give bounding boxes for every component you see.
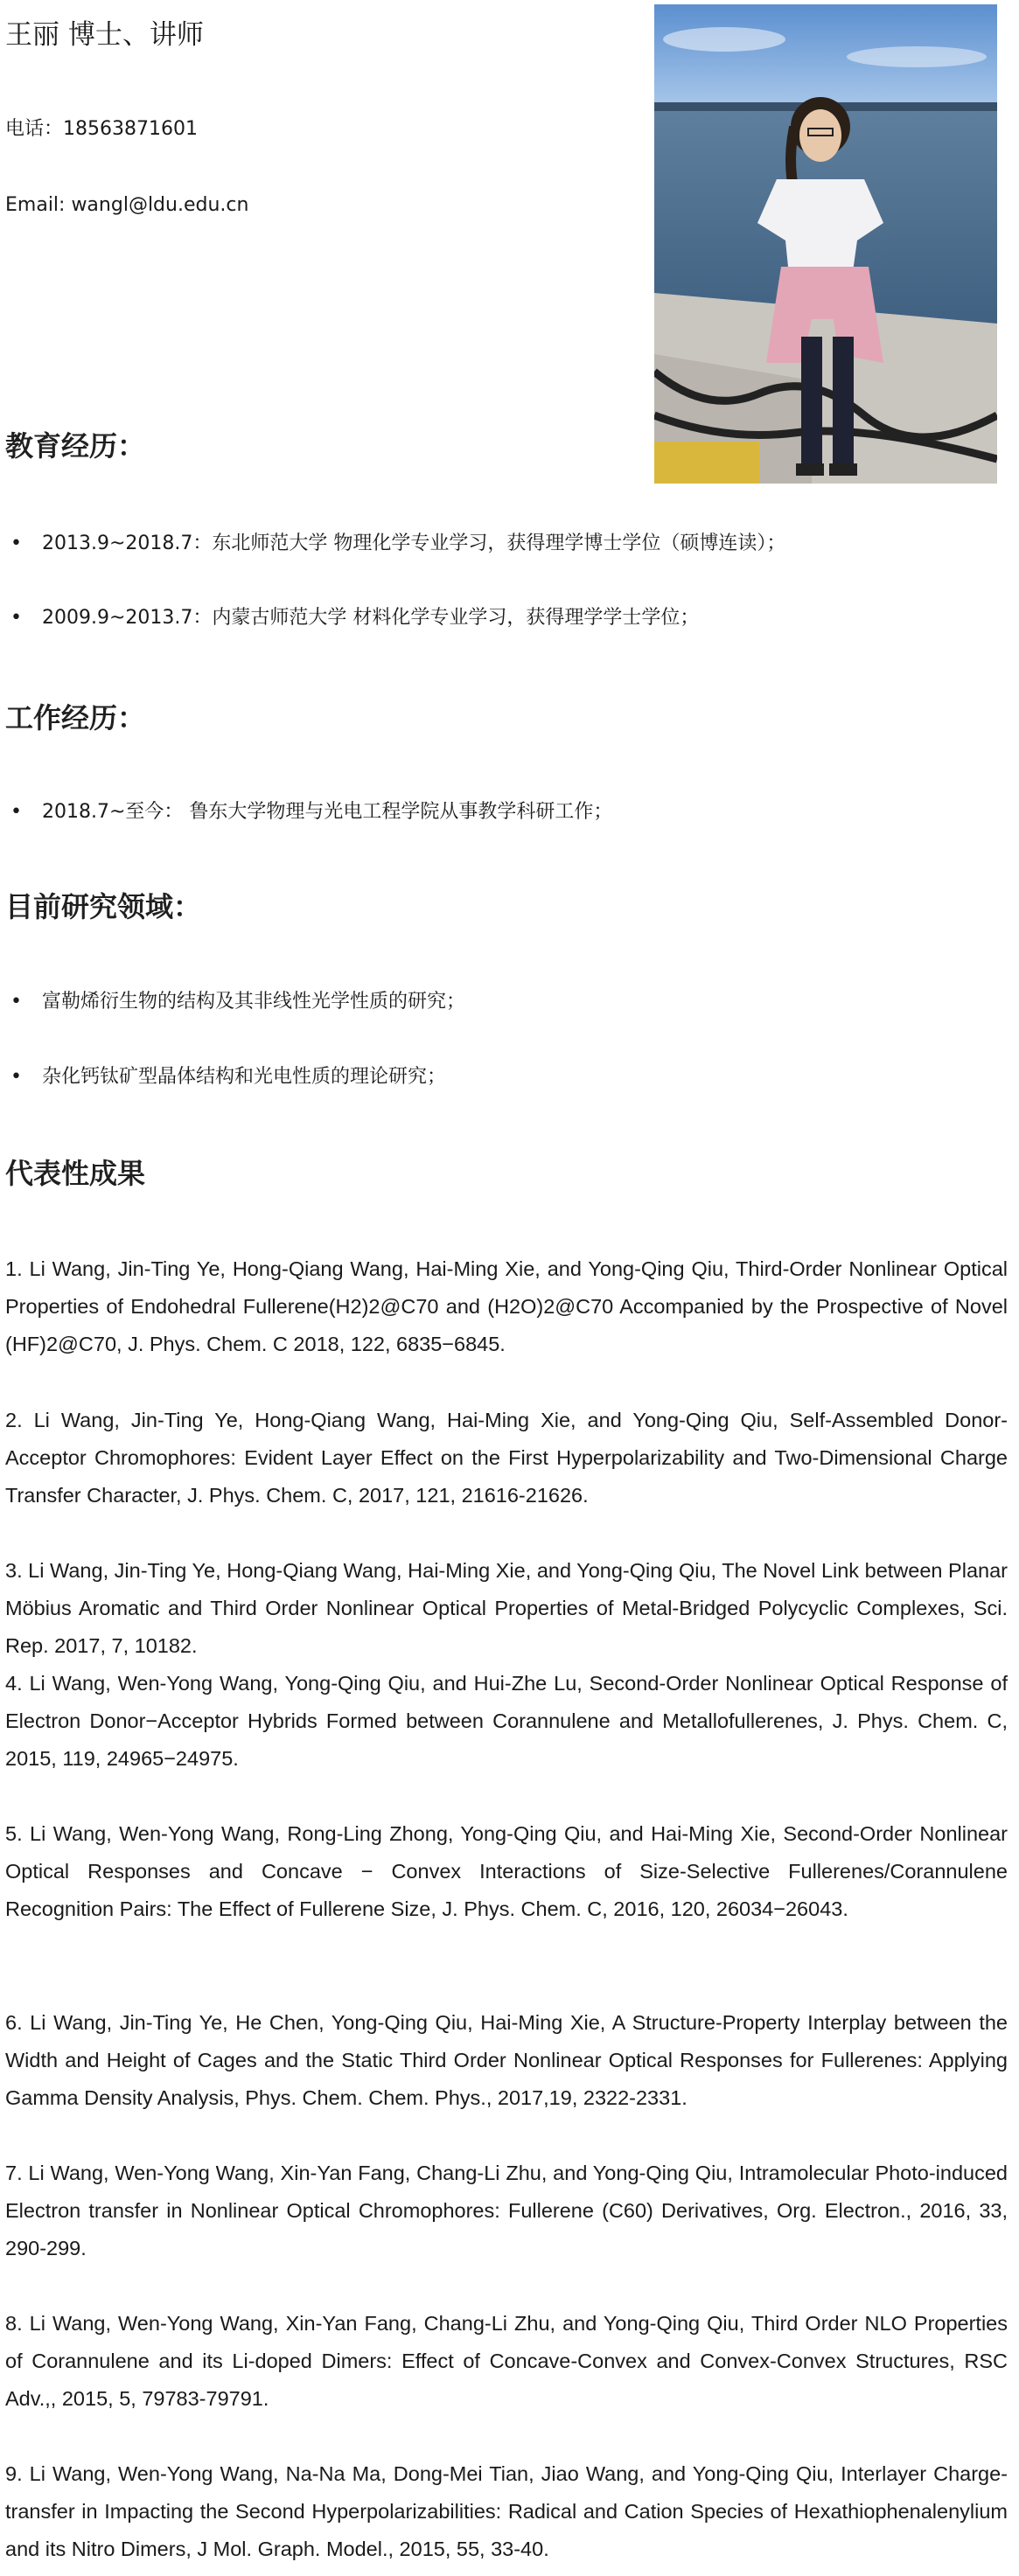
publication-item: 1. Li Wang, Jin-Ting Ye, Hong-Qiang Wang, Hai-Ming Xie, and Yong-Qing Qiu, Third-Order Nonlinear Optical Properties of Endohedral Fullerene(H2)2@C70 and (H2O)2@C70 Accompanied by the Prospective of Novel (HF)2@C70, J. Phys. Chem. C 2018, 122, 6835−6845. [5,1257,1008,1355]
phone-text: 电话：18563871601 [5,118,198,140]
education-heading: 教育经历： [5,429,146,463]
publication-item: 4. Li Wang, Wen-Yong Wang, Yong-Qing Qiu, and Hui-Zhe Lu, Second-Order Nonlinear Optical Response of Electron Donor−Acceptor Hybrids Formed between Corannulene and Metallofullerenes, J. Phys. Chem. C, 2015, 119, 24965−24975. [5,1672,1008,1770]
publication-item: 5. Li Wang, Wen-Yong Wang, Rong-Ling Zhong, Yong-Qing Qiu, and Hai-Ming Xie, Second-Order Nonlinear Optical Responses and Concave − Convex Interactions of Size-Selective Fullerenes/Corannulene Recognition Pairs: The Effect of Fullerene Size, J. Phys. Chem. C, 2016, 120, 26034−26043. [5,1822,1008,1920]
education-item [10,604,699,632]
research-item [10,988,465,1016]
publications-heading: 代表性成果 [5,1157,146,1190]
portrait-photo [654,4,997,484]
publication-item: 6. Li Wang, Jin-Ting Ye, He Chen, Yong-Qing Qiu, Hai-Ming Xie, A Structure‑Property Interplay between the Width and Height of Cages and the Static Third Order Nonlinear Optical Responses for Fullerenes: Applying Gamma Density Analysis, Phys. Chem. Chem. Phys., 2017,19, 2322-2331. [5,2011,1008,2109]
bullet-icon: • [10,991,22,1013]
bullet-icon: • [10,801,22,823]
research-heading: 目前研究领域： [5,890,202,923]
name-title: 王丽 博士、讲师 [5,19,204,51]
bullet-icon: • [10,607,22,629]
research-item [10,1063,446,1091]
publication-item: 8. Li Wang, Wen-Yong Wang, Xin-Yan Fang, Chang-Li Zhu, and Yong-Qing Qiu, Third Order NLO Properties of Corannulene and its Li-doped Dimers: Effect of Concave‑Convex and Convex‑Convex Structures, RSC Adv.,, 2015, 5, 79783-79791. [5,2312,1008,2410]
email-text: Email: wangl@ldu.edu.cn [5,194,249,216]
publication-item: 7. Li Wang, Wen-Yong Wang, Xin-Yan Fang, Chang-Li Zhu, and Yong-Qing Qiu, Intramolecular Photo-induced Electron transfer in Nonlinear Optical Chromophores: Fullerene (C60) Derivatives, Org. Electron., 2016, 33, 290-299. [5,2162,1008,2259]
work-heading: 工作经历： [5,701,146,735]
publication-item: 2. Li Wang, Jin-Ting Ye, Hong-Qiang Wang, Hai-Ming Xie, and Yong-Qing Qiu, Self-Assembled Donor-Acceptor Chromophores: Evident Layer Effect on the First Hyperpolarizability and Two-Dimensional Charge Transfer Character, J. Phys. Chem. C, 2017, 121, 21616-21626. [5,1409,1008,1507]
work-item [10,798,612,826]
publication-item: 3. Li Wang, Jin-Ting Ye, Hong-Qiang Wang, Hai-Ming Xie, and Yong-Qing Qiu, The Novel Link between Planar Möbius Aromatic and Third Order Nonlinear Optical Properties of Metal‑Bridged Polycyclic Complexes, Sci. Rep. 2017, 7, 10182. [5,1559,1008,1657]
work-item-text: 2018.7~至今： 鲁东大学物理与光电工程学院从事教学科研工作； [42,801,613,823]
bullet-icon: • [10,1066,22,1088]
research-item-text: 杂化钙钛矿型晶体结构和光电性质的理论研究； [42,1066,447,1088]
education-item [10,530,785,558]
bullet-icon: • [10,533,22,554]
education-item-text: 2013.9~2018.7：东北师范大学 物理化学专业学习，获得理学博士学位（硕博连读）； [42,533,786,554]
education-item-text: 2009.9~2013.7：内蒙古师范大学 材料化学专业学习，获得理学学士学位； [42,607,700,629]
portrait-photo-icon [654,4,997,484]
research-item-text: 富勒烯衍生物的结构及其非线性光学性质的研究； [42,991,466,1013]
publication-item: 9. Li Wang, Wen-Yong Wang, Na-Na Ma, Dong-Mei Tian, Jiao Wang, and Yong-Qing Qiu, Interlayer Charge-transfer in Impacting the Second Hyperpolarizabilities: Radical and Cation Species of Hexathiophenalenylium and its Nitro Dimers, J Mol. Graph. Model., 2015, 55, 33‑40. [5,2462,1008,2560]
